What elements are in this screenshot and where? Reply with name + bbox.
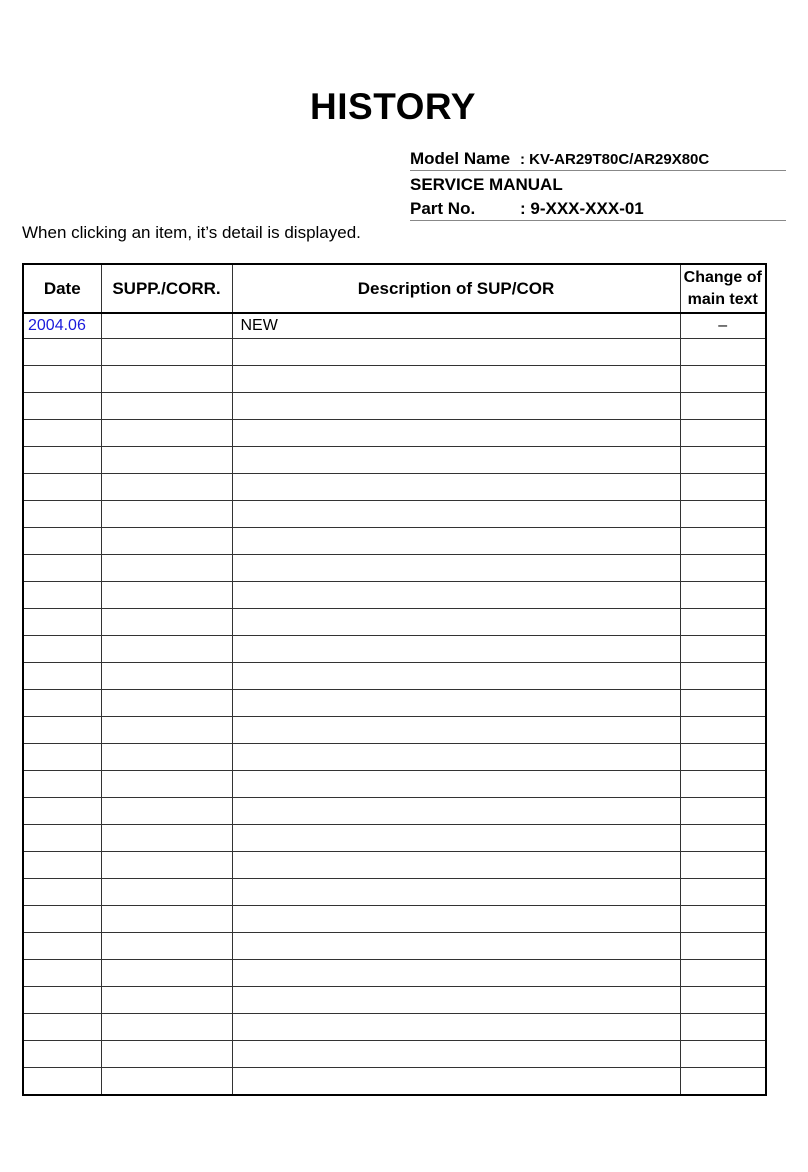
cell-date	[23, 798, 101, 825]
cell-date	[23, 690, 101, 717]
table-row	[23, 1068, 766, 1096]
cell-supp-corr	[101, 798, 232, 825]
history-date-link[interactable]: 2004.06	[28, 317, 86, 334]
cell-date	[23, 636, 101, 663]
cell-date	[23, 420, 101, 447]
table-row	[23, 366, 766, 393]
cell-date	[23, 879, 101, 906]
table-row	[23, 960, 766, 987]
cell-supp-corr	[101, 609, 232, 636]
cell-supp-corr	[101, 690, 232, 717]
cell-description	[232, 771, 680, 798]
cell-date	[23, 393, 101, 420]
cell-date	[23, 609, 101, 636]
cell-date	[23, 474, 101, 501]
cell-change	[680, 717, 766, 744]
cell-change	[680, 933, 766, 960]
cell-change	[680, 663, 766, 690]
cell-description	[232, 717, 680, 744]
table-row	[23, 474, 766, 501]
cell-description	[232, 1014, 680, 1041]
table-row	[23, 744, 766, 771]
cell-supp-corr	[101, 582, 232, 609]
table-row	[23, 771, 766, 798]
table-row	[23, 339, 766, 366]
table-row	[23, 501, 766, 528]
page-title: HISTORY	[310, 86, 476, 127]
service-manual-line	[410, 174, 786, 196]
table-row	[23, 582, 766, 609]
cell-supp-corr	[101, 528, 232, 555]
cell-description	[232, 582, 680, 609]
table-row	[23, 636, 766, 663]
cell-supp-corr	[101, 933, 232, 960]
cell-description	[232, 825, 680, 852]
service-manual-label: SERVICE MANUAL	[410, 175, 563, 194]
cell-date	[23, 933, 101, 960]
part-no-line	[410, 198, 786, 221]
table-row	[23, 528, 766, 555]
table-row	[23, 1041, 766, 1068]
cell-supp-corr	[101, 825, 232, 852]
cell-date	[23, 339, 101, 366]
cell-change	[680, 987, 766, 1014]
cell-change	[680, 528, 766, 555]
cell-change	[680, 366, 766, 393]
cell-change	[680, 825, 766, 852]
cell-date	[23, 1068, 101, 1096]
cell-description	[232, 1068, 680, 1096]
cell-supp-corr	[101, 501, 232, 528]
cell-change	[680, 474, 766, 501]
cell-supp-corr	[101, 339, 232, 366]
table-row	[23, 663, 766, 690]
cell-change	[680, 798, 766, 825]
cell-supp-corr	[101, 663, 232, 690]
header-description: Description of SUP/COR	[232, 264, 680, 313]
cell-change	[680, 339, 766, 366]
cell-supp-corr	[101, 771, 232, 798]
cell-description	[232, 609, 680, 636]
cell-supp-corr	[101, 879, 232, 906]
cell-date	[23, 501, 101, 528]
cell-description	[232, 393, 680, 420]
cell-description	[232, 420, 680, 447]
table-row	[23, 420, 766, 447]
cell-date	[23, 663, 101, 690]
cell-description	[232, 447, 680, 474]
cell-change	[680, 1041, 766, 1068]
cell-date	[23, 852, 101, 879]
table-row	[23, 987, 766, 1014]
table-row	[23, 1014, 766, 1041]
cell-description	[232, 798, 680, 825]
cell-change	[680, 636, 766, 663]
cell-description	[232, 636, 680, 663]
cell-date	[23, 1014, 101, 1041]
table-row	[23, 393, 766, 420]
table-row	[23, 906, 766, 933]
cell-description	[232, 744, 680, 771]
cell-supp-corr	[101, 744, 232, 771]
part-no-label: Part No.	[410, 199, 476, 218]
table-row	[23, 555, 766, 582]
cell-supp-corr	[101, 1041, 232, 1068]
cell-change	[680, 960, 766, 987]
cell-supp-corr	[101, 420, 232, 447]
cell-supp-corr	[101, 474, 232, 501]
cell-change	[680, 609, 766, 636]
cell-date	[23, 366, 101, 393]
table-row	[23, 717, 766, 744]
cell-change	[680, 879, 766, 906]
cell-date	[23, 1041, 101, 1068]
cell-date	[23, 987, 101, 1014]
model-name-label: Model Name	[410, 149, 511, 168]
part-no-value: : 9-XXX-XXX-01	[520, 199, 644, 218]
cell-supp-corr	[101, 393, 232, 420]
table-row[interactable]	[23, 313, 766, 339]
cell-description	[232, 1041, 680, 1068]
cell-change	[680, 1014, 766, 1041]
cell-supp-corr	[101, 717, 232, 744]
cell-date	[23, 771, 101, 798]
cell-date	[23, 960, 101, 987]
cell-description	[232, 555, 680, 582]
cell-change	[680, 393, 766, 420]
cell-change	[680, 447, 766, 474]
cell-supp-corr	[101, 1068, 232, 1096]
header-change: Change of main text	[680, 264, 766, 313]
table-row	[23, 798, 766, 825]
cell-date	[23, 825, 101, 852]
cell-description	[232, 987, 680, 1014]
cell-change	[680, 690, 766, 717]
cell-description	[232, 474, 680, 501]
table-row	[23, 825, 766, 852]
table-row	[23, 933, 766, 960]
table-row	[23, 879, 766, 906]
cell-supp-corr	[101, 987, 232, 1014]
cell-date	[23, 313, 101, 339]
cell-date	[23, 555, 101, 582]
table-row	[23, 609, 766, 636]
cell-date	[23, 528, 101, 555]
table-row	[23, 447, 766, 474]
cell-description	[232, 852, 680, 879]
cell-description	[232, 528, 680, 555]
cell-description	[232, 906, 680, 933]
table-row	[23, 690, 766, 717]
cell-change	[680, 420, 766, 447]
cell-change	[680, 744, 766, 771]
cell-supp-corr	[101, 636, 232, 663]
cell-change	[680, 582, 766, 609]
table-header-row	[23, 264, 766, 313]
cell-description	[232, 933, 680, 960]
cell-date	[23, 906, 101, 933]
history-table	[22, 263, 767, 1096]
cell-supp-corr	[101, 960, 232, 987]
model-name-line	[410, 148, 786, 171]
history-table-body	[23, 313, 766, 1095]
cell-date	[23, 717, 101, 744]
cell-supp-corr	[101, 906, 232, 933]
cell-change	[680, 501, 766, 528]
cell-supp-corr	[101, 366, 232, 393]
cell-description	[232, 690, 680, 717]
cell-description	[232, 960, 680, 987]
cell-supp-corr	[101, 313, 232, 339]
cell-change	[680, 852, 766, 879]
cell-supp-corr	[101, 447, 232, 474]
cell-description	[232, 339, 680, 366]
header-date: Date	[23, 264, 101, 313]
table-row	[23, 852, 766, 879]
cell-change	[680, 1068, 766, 1096]
cell-date	[23, 447, 101, 474]
cell-date	[23, 582, 101, 609]
cell-change	[680, 771, 766, 798]
cell-description	[232, 366, 680, 393]
header-supp-corr: SUPP./CORR.	[101, 264, 232, 313]
cell-description: NEW	[232, 313, 680, 339]
cell-change	[680, 555, 766, 582]
cell-description	[232, 663, 680, 690]
cell-change	[680, 906, 766, 933]
cell-description	[232, 501, 680, 528]
cell-description	[232, 879, 680, 906]
cell-supp-corr	[101, 555, 232, 582]
model-name-value: : KV-AR29T80C/AR29X80C	[520, 151, 710, 168]
instruction-text: When clicking an item, it’s detail is displayed.	[22, 223, 361, 242]
cell-change: –	[680, 313, 766, 339]
cell-date	[23, 744, 101, 771]
cell-supp-corr	[101, 852, 232, 879]
cell-supp-corr	[101, 1014, 232, 1041]
